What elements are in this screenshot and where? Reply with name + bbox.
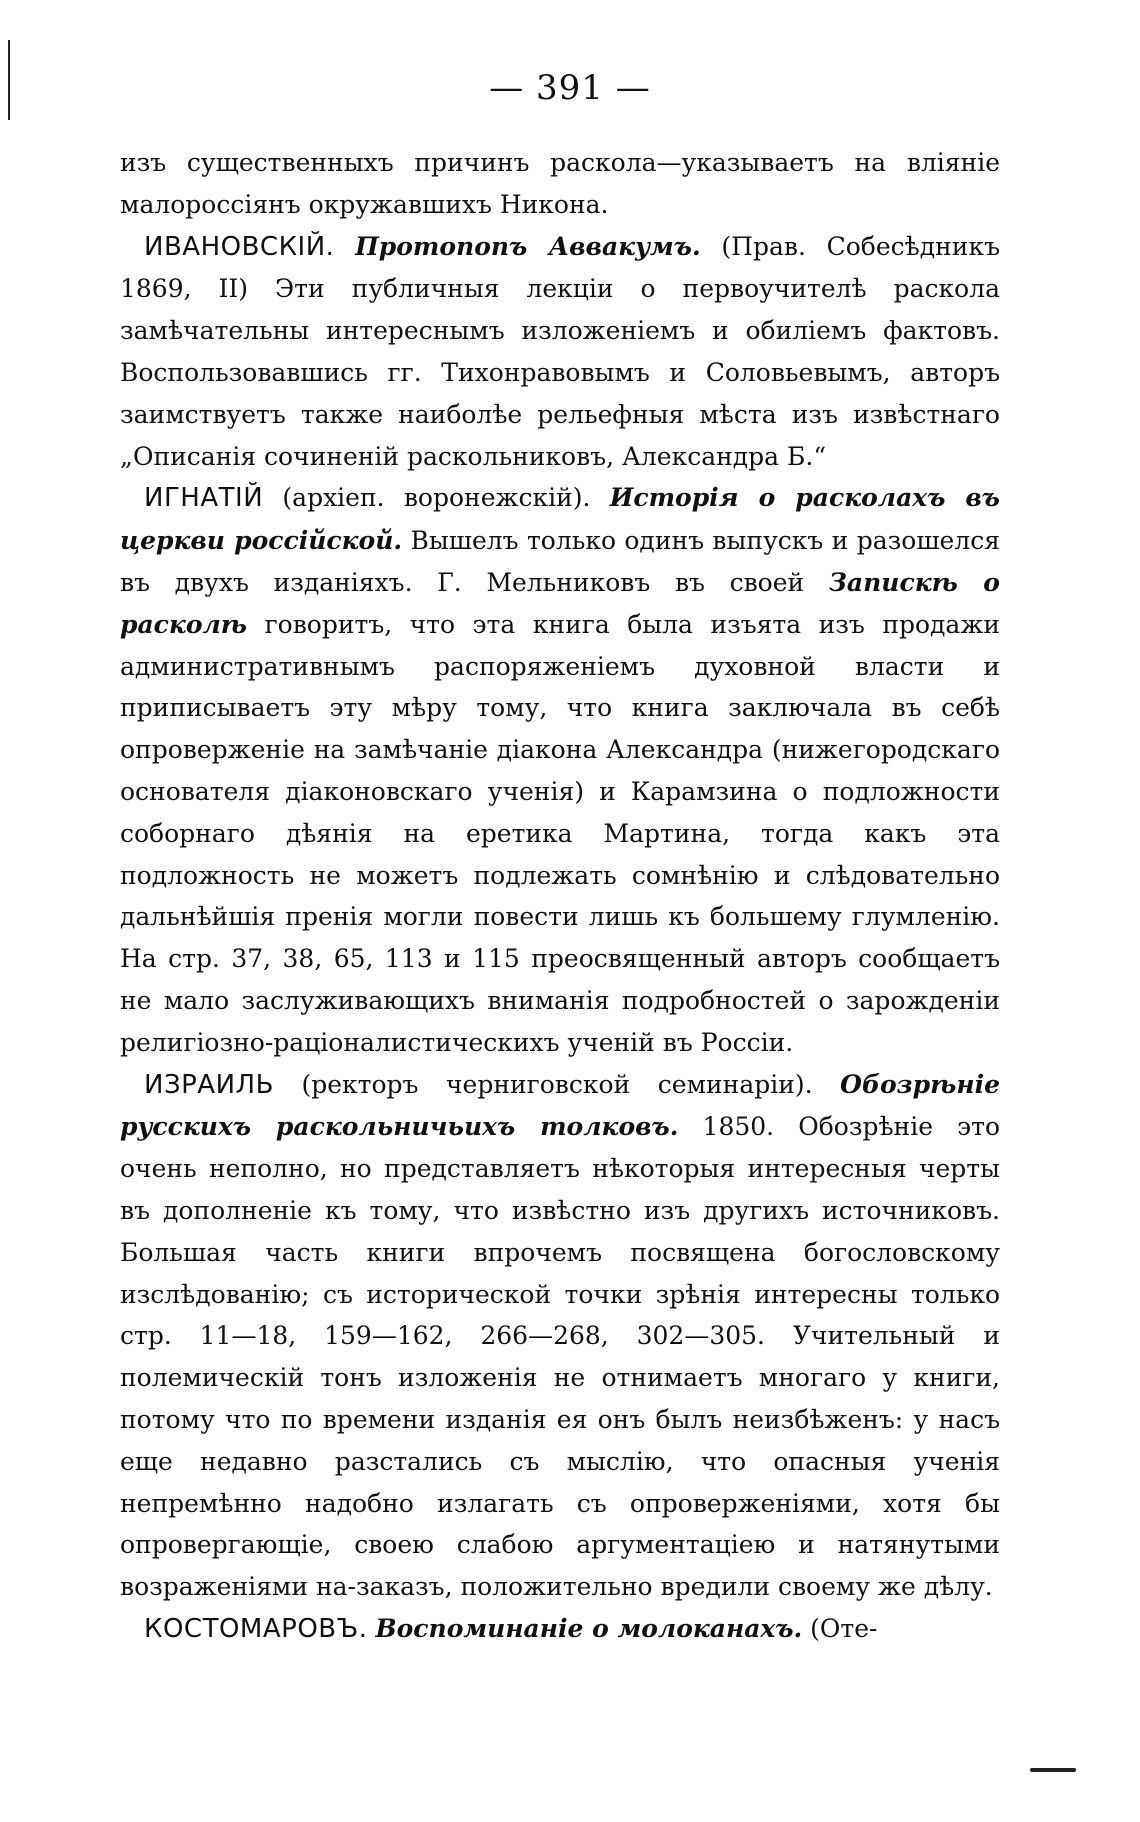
entry-text: (Оте- [810,1613,878,1643]
body-text [120,142,1000,1651]
page-number: — 391 — [489,68,651,108]
entry-title: Воспоминаніе о молоканахъ. [375,1613,803,1643]
entry-title: Обозрѣніе русскихъ раскольничьихъ толковъ. [120,1069,1000,1142]
paragraph-continuation [120,142,1000,226]
entry-izrail [120,1064,1000,1608]
entry-author: ИЗРАИЛЬ [144,1069,274,1100]
entry-text: 1850. Обозрѣніе это очень неполно, но представляетъ нѣкоторыя интересныя черты въ дополненіе къ тому, что извѣстно изъ другихъ источниковъ. Большая часть книги впрочемъ посвящена богословскому изслѣдованію; съ исторической точки зрѣнія интересны только стр. 11—18, 159—162, 266—268, 302—305. Учительный и полемическій тонъ изложенія не отнимаетъ многаго у книги, потому что по времени изданія ея онъ былъ неизбѣженъ: у насъ еще недавно разстались съ мыслію, что опасныя ученія непремѣнно надобно излагать съ опроверженіями, хотя бы опровергающіе, своею слабою аргументаціею и натянутыми возраженіями на-заказъ, положительно вредили своему же дѣлу. [120,1112,1000,1602]
entry-kostomarov [120,1608,1000,1651]
entry-title: Протопопъ Аввакумъ. [355,231,701,261]
entry-author: ИГНАТІЙ [144,483,264,514]
entry-text: Вышелъ только одинъ выпускъ и разошелся въ двухъ изданіяхъ. Г. Мельниковъ въ своей [120,526,1001,597]
paragraph-text: изъ существенныхъ причинъ раскола—указываетъ на вліяніе малороссіянъ окружавшихъ Никона. [120,148,1000,219]
entry-ignaty [120,477,1000,1063]
entry-author-note: (архіеп. воронежскій). [282,483,591,513]
entry-ivanovsky [120,226,1000,478]
entry-text-continued: говоритъ, что эта книга была изъята изъ продажи административнымъ распоряженіемъ духовной власти и приписываетъ эту мѣру тому, что книга заключала въ себѣ опроверженіе на замѣчаніе діакона Александра (нижегородскаго основателя діаконовскаго ученія) и Карамзина о подложности соборнаго дѣянія на еретика Мартина, тогда какъ эта подложность не можетъ подлежать сомнѣнію и слѣдовательно дальнѣйшія пренія могли повести лишь къ большему глумленію. На стр. 37, 38, 65, 113 и 115 преосвященный авторъ сообщаетъ не мало заслуживающихъ вниманія подробностей о зарожденіи религіозно-раціоналистическихъ ученій въ Россіи. [120,609,1000,1057]
entry-author: КОСТОМАРОВЪ. [144,1613,368,1644]
entry-author-note: (ректоръ черниговской семинаріи). [301,1069,813,1099]
entry-text: (Прав. Собесѣдникъ 1869, II) Эти публичныя лекціи о первоучителѣ раскола замѣчательны интереснымъ изложеніемъ и обиліемъ фактовъ. Воспользовавшись гг. Тихонравовымъ и Соловьевымъ, авторъ заимствуетъ также наиболѣе рельефныя мѣста изъ извѣстнаго „Описанія сочиненій раскольниковъ, Александра Б.“ [120,231,1000,471]
entry-author: ИВАНОВСКІЙ. [144,231,335,262]
entry-cited-title: Запискѣ о расколѣ [120,567,1000,639]
ink-mark [1030,1768,1076,1772]
entry-title: Исторія о расколахъ въ церкви россійской. [120,483,1000,556]
